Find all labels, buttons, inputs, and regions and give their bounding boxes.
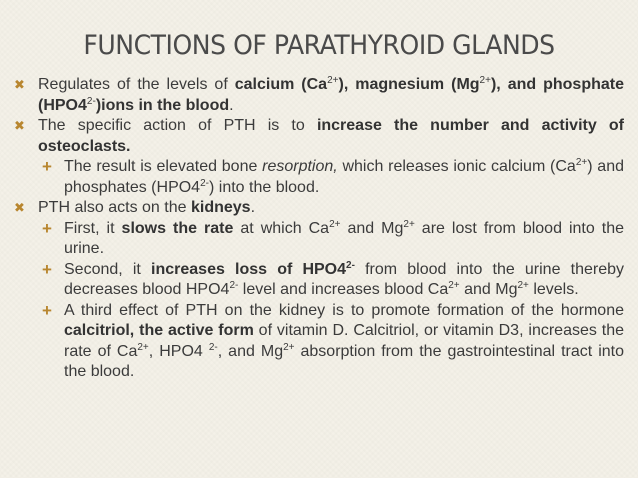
text-span: levels. <box>528 281 579 298</box>
text-span: level and increases blood Ca <box>238 281 449 298</box>
text-span: A third effect of PTH on the kidney is to promote formation of the hormone <box>64 301 624 319</box>
italic-span: resorption, <box>262 158 338 175</box>
x-mark-icon: ✖ <box>14 200 25 215</box>
superscript: 2- <box>200 177 209 189</box>
text-span: from blood into the urine thereby decreases blood HPO4 <box>64 260 625 298</box>
bold-span: ), magnesium (Mg <box>338 76 480 93</box>
plus-icon: + <box>42 300 52 320</box>
subbullet-calcitriol <box>12 301 624 383</box>
text-span: are lost from blood into the urine. <box>64 219 624 257</box>
text-span: PTH also acts on the <box>38 199 191 216</box>
bold-span: increase the number and activity of osteoclasts. <box>38 117 624 155</box>
text-span: at which Ca <box>233 219 330 237</box>
text-span: The specific action of PTH is to <box>38 117 317 134</box>
superscript: 2- <box>208 341 218 353</box>
x-mark-icon: ✖ <box>14 77 25 92</box>
plus-icon: + <box>42 259 52 279</box>
text-span: . <box>229 96 234 114</box>
subbullet-hpo4-loss <box>12 260 624 301</box>
text-span: , HPO4 <box>148 342 209 360</box>
superscript: 2+ <box>403 218 415 230</box>
bold-span: slows the rate <box>121 219 234 237</box>
bold-span: ), and phosphate (HPO4 <box>38 76 625 114</box>
superscript: 2- <box>346 259 355 271</box>
text-span: absorption from the gastrointestinal tract into the blood. <box>64 342 625 380</box>
text-span: Regulates of the levels of <box>38 76 235 93</box>
bullet-kidneys <box>12 198 624 219</box>
text-span: First, it <box>64 219 122 237</box>
text-span: ) and phosphates (HPO4 <box>64 158 624 196</box>
plus-icon: + <box>42 157 52 176</box>
text-span: of vitamin D. Calcitriol, or vitamin D3, increases the rate of Ca <box>64 322 624 360</box>
superscript: 2- <box>229 280 239 291</box>
slide-content <box>12 75 624 383</box>
superscript: 2- <box>86 95 96 107</box>
bold-span: kidneys <box>190 199 251 216</box>
superscript: 2+ <box>327 75 339 86</box>
slide-title: FUNCTIONS OF PARATHYROID GLANDS <box>83 30 555 61</box>
superscript: 2+ <box>329 218 341 230</box>
text-span: Second, it <box>64 260 152 278</box>
bullet-osteoclasts <box>12 116 624 157</box>
x-mark-icon: ✖ <box>14 118 25 133</box>
superscript: 2+ <box>575 157 588 168</box>
plus-icon: + <box>42 218 52 238</box>
subbullet-slows-rate <box>12 219 624 260</box>
bold-span: calcitriol, the active form <box>64 322 254 339</box>
text-span: which releases ionic calcium (Ca <box>337 158 576 175</box>
bullet-levels-regulation <box>12 75 624 116</box>
superscript: 2+ <box>137 341 149 353</box>
text-span: and Mg <box>459 281 518 298</box>
superscript: 2+ <box>479 75 491 86</box>
superscript: 2+ <box>448 280 460 291</box>
text-span: , and Mg <box>217 342 284 360</box>
text-span: The result is elevated bone <box>64 158 263 175</box>
superscript: 2+ <box>517 280 529 291</box>
subbullet-bone-resorption <box>12 157 624 198</box>
bold-span: )ions in the blood <box>95 96 230 114</box>
bold-span: increases loss of HPO4 <box>151 260 347 278</box>
superscript: 2+ <box>283 341 295 353</box>
bold-span: calcium (Ca <box>234 76 328 93</box>
text-span: ) into the blood. <box>208 178 320 196</box>
text-span: . <box>250 199 256 216</box>
text-span: and Mg <box>340 219 404 237</box>
